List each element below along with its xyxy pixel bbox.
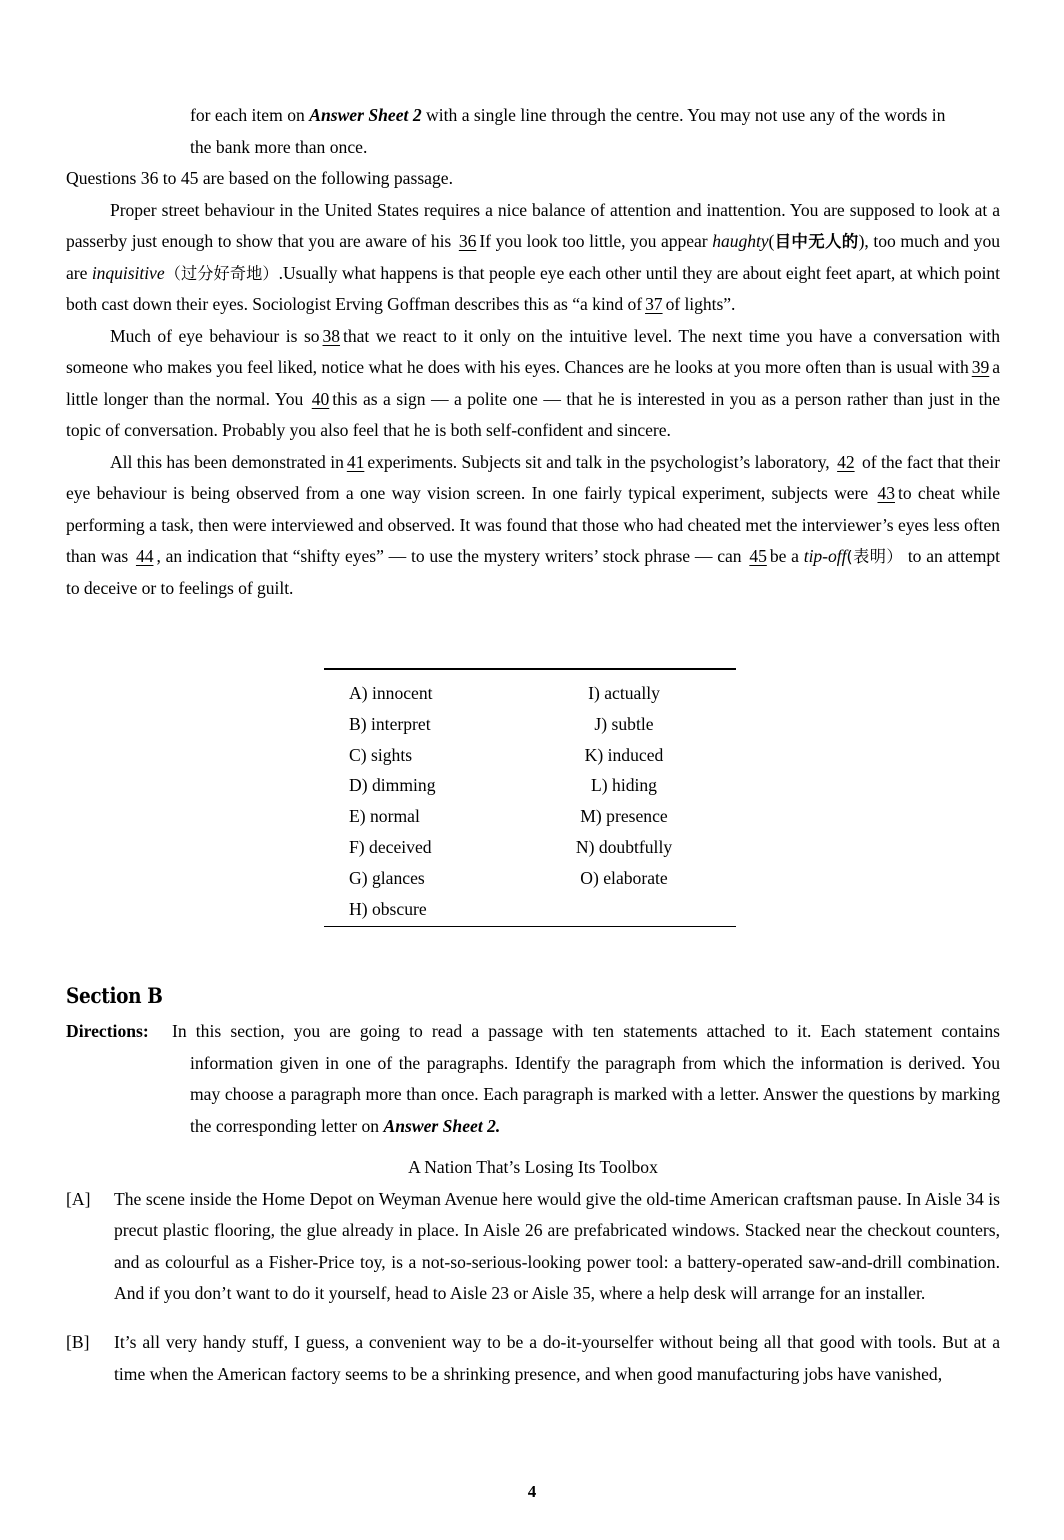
section-b-directions [66,1016,1000,1142]
blank-41[interactable]: 41 [346,451,365,472]
directions-tail-text2: with a single line through the centre. You may not use any of the words in [421,105,946,125]
chinese-gloss-haughty: 目中无人的 [774,232,859,251]
directions-tail-line2: the bank more than once. [190,136,368,157]
p3-text-7: to an attempt to deceive or to feelings of guilt. [66,546,1000,598]
word-bank-option-empty [530,894,736,925]
word-bank-option-n[interactable]: N) doubtfully [575,836,673,857]
chinese-gloss-inquisitive: （过分好奇地） [164,263,279,283]
word-bank-row [324,678,736,709]
paragraph-text-b: It’s all very handy stuff, I guess, a convenient way to be a do-it-yourselfer without being all that good with tools. But at a time when the American factory seems to be a shrinking presence, and when good manufacturing jobs have vanished, [114,1332,1000,1384]
word-bank-row [324,770,736,801]
section-b-heading: Section B [66,983,163,1008]
gloss-word-haughty: haughty [712,231,769,251]
p3-text-6: be a [769,546,804,566]
p2-text-4: this as a sign — a polite one — that he is interested in you as a person rather than just in the topic of conversation. Probably you also feel that he is both self-confident and sincere. [66,388,1000,440]
p2-text-2: that we react to it only on the intuitive level. The next time you have a conversation with someone who makes you feel liked, notice what he does with his eyes. Chances are he looks at you more often than is usual with [66,325,1000,377]
answer-sheet-ref-b: Answer Sheet 2. [383,1115,501,1136]
word-bank-row [324,894,736,925]
word-bank-option-g[interactable]: G) glances [349,867,425,888]
word-bank-option-l[interactable]: L) hiding [591,775,657,796]
word-bank-options [324,670,736,926]
chinese-gloss-tipoff: (表明） [846,547,903,566]
blank-37[interactable]: 37 [645,294,663,314]
p1-text-3: ( [768,231,775,251]
word-bank-option-b[interactable]: B) interpret [349,713,431,734]
word-bank-option-m[interactable]: M) presence [580,806,668,827]
paragraph-tag-b: [B] [66,1332,90,1353]
p1-text-5: .Usually what happens is that people eye each other until they are about eight feet apart, at which point both cast down their eyes. Sociologist Erving Goffman describes this as “a kind of [66,262,1000,314]
p3-text-3: of the fact that their eye behaviour is being observed from a one way vision screen. In one fairly typical experiment, subjects were [66,451,1001,503]
blank-44[interactable]: 44 [135,546,154,566]
p1-text-6: of lights”. [665,294,736,314]
word-bank-row [324,709,736,740]
p1-text-2: If you look too little, you appear [479,231,713,251]
page-number: 4 [527,1482,537,1501]
p1-text-4: ), too much and you are [66,231,1001,283]
word-bank-option-k[interactable]: K) induced [584,744,664,765]
p3-text-4: to cheat while performing a task, then were interviewed and observed. It was found that those who had cheated met the interviewer’s eyes less often than was [66,483,1000,566]
word-bank-row [324,740,736,771]
blank-39[interactable]: 39 [971,357,990,377]
gloss-word-inquisitive: inquisitive [91,262,165,283]
section-b [66,982,1000,1408]
blank-42[interactable]: 42 [837,451,855,472]
p2-text-1: Much of eye behaviour is so [110,325,320,346]
passage-paragraph-3 [66,447,1000,605]
word-bank-bottom-rule [324,926,736,927]
word-bank-option-a[interactable]: A) innocent [349,683,433,703]
passage-paragraph-1 [66,195,1000,321]
passage-paragraph-b [66,1327,1000,1390]
directions-body: In this section, you are going to read a passage with ten statements attached to it. Each statement contains information given in one of the paragraphs. Identify the paragraph from which the information is derived. You may choose a paragraph more than once. Each paragraph is marked with a letter. Answer the questions by marking the corresponding letter on [172,1021,1000,1136]
word-bank-option-h[interactable]: H) obscure [349,898,427,919]
answer-sheet-ref: Answer Sheet 2 [309,105,422,125]
directions-tail-text1: for each item on [190,105,310,125]
word-bank-row [324,832,736,863]
paragraph-text-a: The scene inside the Home Depot on Weyman Avenue here would give the old-time American craftsman pause. In Aisle 34 is precut plastic flooring, the glue already in place. In Aisle 26 are prefabricated windows. Stacked near the checkout counters, and as colourful as a Fisher-Price toy, is a not-so-serious-looking power tool: a battery-operated saw-and-drill combination. And if you don’t want to do it yourself, head to Aisle 23 or Aisle 35, where a help desk will arrange for an installer. [114,1188,1000,1303]
word-bank-option-f[interactable]: F) deceived [349,836,432,857]
word-bank-option-c[interactable]: C) sights [349,744,413,765]
blank-43[interactable]: 43 [877,483,895,503]
directions-tail [66,100,1000,163]
directions-tail-line1 [66,100,1000,132]
word-bank-row [324,801,736,832]
gloss-word-tipoff: tip-off [803,546,847,566]
blank-40[interactable]: 40 [311,388,330,409]
word-bank-option-o[interactable]: O) elaborate [580,867,668,888]
p3-text-1: All this has been demonstrated in [110,451,344,472]
passage-title: A Nation That’s Losing Its Toolbox [408,1157,658,1177]
word-bank-option-e[interactable]: E) normal [349,806,420,827]
word-bank-option-i[interactable]: I) actually [588,683,660,703]
directions-label: Directions: [66,1021,149,1041]
word-bank-option-j[interactable]: J) subtle [594,713,654,734]
blank-45[interactable]: 45 [749,546,767,566]
p3-text-5: , an indication that “shifty eyes” — to use the mystery writers’ stock phrase — can [156,546,747,566]
passage-paragraph-2 [66,321,1000,447]
section-a-continuation [66,100,1000,604]
blank-38[interactable]: 38 [322,325,341,346]
blank-36[interactable]: 36 [458,231,477,251]
word-bank [324,668,736,927]
p3-text-2: experiments. Subjects sit and talk in the psychologist’s laboratory, [367,451,835,472]
questions-range-line: Questions 36 to 45 are based on the following passage. [66,168,453,188]
p1-text-1: Proper street behaviour in the United States requires a nice balance of attention and inattention. You are supposed to look at a passerby just enough to show that you are aware of his [66,199,1000,251]
word-bank-row [324,863,736,894]
p2-text-3: a little longer than the normal. You [66,357,1000,409]
word-bank-option-d[interactable]: D) dimming [349,775,436,796]
paragraph-tag-a: [A] [66,1188,91,1209]
passage-paragraph-a [66,1184,1000,1310]
